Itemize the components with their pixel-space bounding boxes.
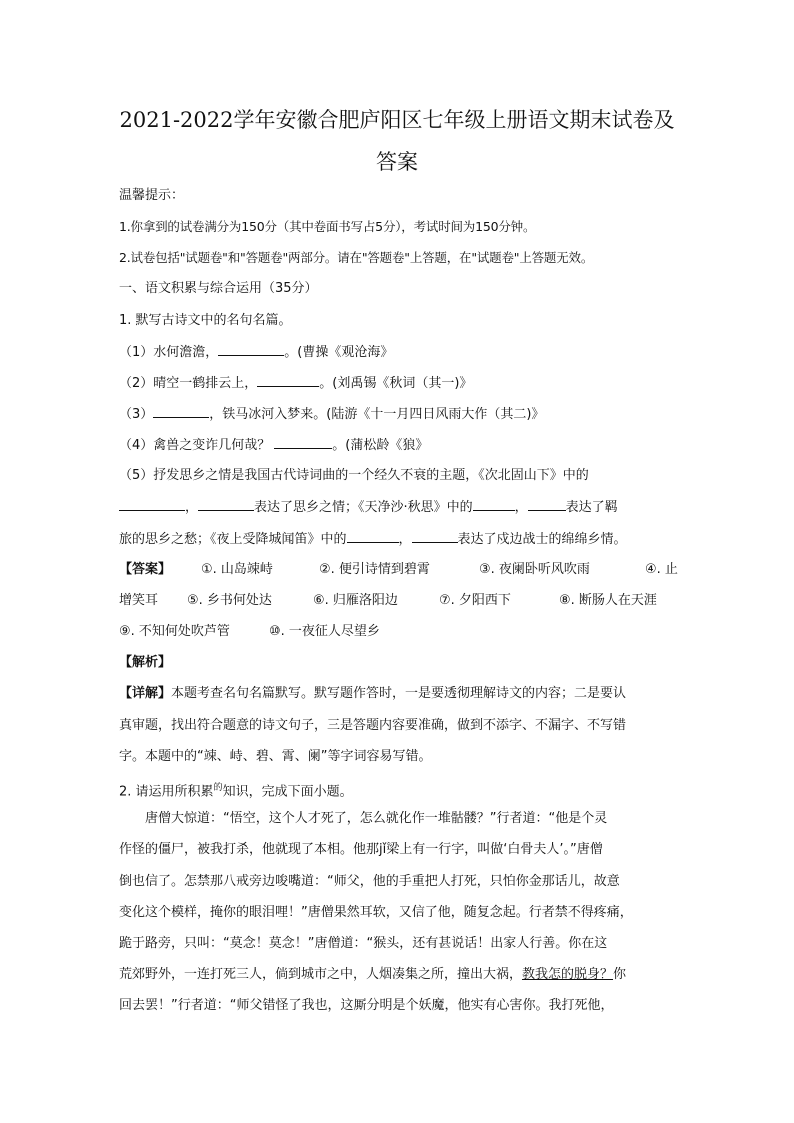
question-1-item-5-cont-2 bbox=[119, 530, 679, 549]
q1-5-sep: ， bbox=[185, 500, 199, 515]
answer-item: ④. 止 bbox=[645, 562, 678, 577]
notice-item-1: 1.你拿到的试卷满分为150分（其中卷面书写占5分），考试时间为150分钟。 bbox=[119, 219, 536, 234]
q1-1-text-a: （1）水何澹澹， bbox=[119, 345, 219, 360]
passage-text: 荒郊野外，一连打死三人，倘到城市之中，人烟凑集之所，撞出大祸， bbox=[119, 967, 523, 982]
question-1-item-1 bbox=[119, 343, 679, 362]
answer-item: ③. 夜阑卧听风吹雨 bbox=[479, 562, 590, 577]
q1-5c-text-a: 旅的思乡之愁；《夜上受降城闻笛》中的 bbox=[119, 532, 347, 547]
answer-line-2 bbox=[119, 592, 679, 610]
q2-stem-a: 2. 请运用所积累 bbox=[119, 784, 214, 800]
question-1-stem: 1. 默写古诗文中的名句名篇。 bbox=[119, 313, 292, 328]
question-1-item-5-cont-1 bbox=[119, 498, 679, 517]
answer-item: ⑦. 夕阳西下 bbox=[439, 593, 511, 608]
passage-line-4: 变化这个模样，掩你的眼泪哩！”唐僧果然耳软，又信了他，随复念起。行者禁不得疼痛， bbox=[119, 905, 633, 920]
analysis-label: 【解析】 bbox=[119, 655, 172, 670]
underlined-phrase: 教我怎的脱身？ bbox=[522, 967, 614, 982]
answer-blank bbox=[257, 374, 319, 387]
notice-label: 温馨提示： bbox=[119, 188, 185, 203]
q1-4-text-a: （4）禽兽之变诈几何哉？ bbox=[119, 438, 271, 453]
q1-5-sep2: ， bbox=[514, 500, 528, 515]
answer-blank bbox=[274, 436, 332, 449]
answer-line-3 bbox=[119, 623, 679, 641]
answer-blank bbox=[153, 405, 209, 418]
passage-line-5: 跪于路旁，只叫：“莫念！莫念！”唐僧道：“猴头，还有甚说话！出家人行善。你在这 bbox=[119, 936, 608, 951]
answer-item: ⑥. 归雁洛阳边 bbox=[313, 593, 398, 608]
passage-line-6 bbox=[119, 966, 679, 984]
detail-label: 【详解】 bbox=[119, 686, 172, 701]
question-1-item-2 bbox=[119, 374, 679, 393]
q1-5c-sep: ， bbox=[398, 532, 412, 547]
document-title-line-2: 答案 bbox=[376, 150, 418, 174]
document-title-line-1: 2021-2022学年安徽合肥庐阳区七年级上册语文期末试卷及 bbox=[119, 108, 675, 132]
answer-blank bbox=[218, 343, 284, 356]
notice-item-2: 2.试卷包括"试题卷"和"答题卷"两部分。请在"答题卷"上答题，在"试题卷"上答题无效。 bbox=[119, 250, 594, 265]
answer-item: ⑤. 乡书何处达 bbox=[187, 593, 272, 608]
detail-line-3: 字。本题中的“竦、峙、碧、霄、阑”等字词容易写错。 bbox=[119, 749, 432, 764]
q1-2-text-a: （2）晴空一鹤排云上， bbox=[119, 376, 258, 391]
answer-item: 增笑耳 bbox=[119, 593, 159, 608]
q1-4-text-b: 。(蒲松龄《狼》 bbox=[332, 438, 429, 453]
passage-line-2: 作怪的僵尸，被我打杀，他就现了本相。他那jǐ梁上有一行字，叫做‘白骨夫人’。”唐僧 bbox=[119, 842, 603, 857]
answer-blank bbox=[412, 530, 458, 543]
detail-line-2: 真审题，找出符合题意的诗文句子，三是答题内容要准确，做到不添字、不漏字、不写错 bbox=[119, 718, 627, 733]
question-1-item-3 bbox=[119, 405, 679, 424]
answer-blank bbox=[528, 498, 566, 511]
answer-blank bbox=[473, 498, 515, 511]
answer-item: ②. 便引诗情到碧霄 bbox=[319, 562, 430, 577]
answer-line-1 bbox=[119, 561, 679, 579]
q1-3-text-a: （3） bbox=[119, 407, 154, 422]
q1-2-text-b: 。(刘禹锡《秋词（其一)》 bbox=[319, 376, 473, 391]
answer-item: ⑨. 不知何处吹芦管 bbox=[119, 624, 230, 639]
q1-5-end: 表达了羁 bbox=[565, 500, 618, 515]
answer-blank bbox=[119, 498, 185, 511]
answer-blank bbox=[198, 498, 254, 511]
passage-text: 你 bbox=[613, 967, 627, 982]
detail-line-1 bbox=[119, 685, 679, 703]
passage-line-1: 唐僧大惊道：“悟空，这个人才死了，怎么就化作一堆骷髅？”行者道：“他是个灵 bbox=[145, 811, 608, 826]
question-2-stem bbox=[119, 779, 679, 801]
detail-text-1: 本题考查名句名篇默写。默写题作答时，一是要透彻理解诗文的内容；二是要认 bbox=[171, 686, 627, 701]
passage-line-7: 回去罢！”行者道：“师父错怪了我也，这厮分明是个妖魔，他实有心害你。我打死他， bbox=[119, 998, 614, 1013]
q1-5c-end: 表达了戍边战士的绵绵乡情。 bbox=[457, 532, 627, 547]
q2-stem-b: 知识，完成下面小题。 bbox=[222, 784, 353, 800]
answer-blank bbox=[347, 530, 399, 543]
section-heading-1: 一、语文积累与综合运用（35分） bbox=[119, 281, 318, 296]
answer-label: 【答案】 bbox=[119, 562, 172, 577]
q1-1-text-b: 。(曹操《观沧海》 bbox=[284, 345, 394, 360]
question-1-item-4 bbox=[119, 436, 679, 455]
question-1-item-5: （5）抒发思乡之情是我国古代诗词曲的一个经久不衰的主题，《次北固山下》中的 bbox=[119, 468, 589, 483]
answer-item: ⑩. 一夜征人尽望乡 bbox=[269, 624, 380, 639]
q2-stem-sup: 的 bbox=[213, 783, 223, 793]
passage-line-3: 倒也信了。怎禁那八戒旁边唆嘴道：“师父，他的手重把人打死，只怕你金那话儿，故意 bbox=[119, 874, 620, 889]
q1-5-mid: 表达了思乡之情；《天净沙·秋思》中的 bbox=[254, 500, 473, 515]
answer-item: ①. 山岛竦峙 bbox=[201, 562, 273, 577]
q1-3-text-b: ，铁马冰河入梦来。(陆游《十一月四日风雨大作（其二)》 bbox=[209, 407, 545, 422]
answer-item: ⑧. 断肠人在天涯 bbox=[559, 593, 657, 608]
